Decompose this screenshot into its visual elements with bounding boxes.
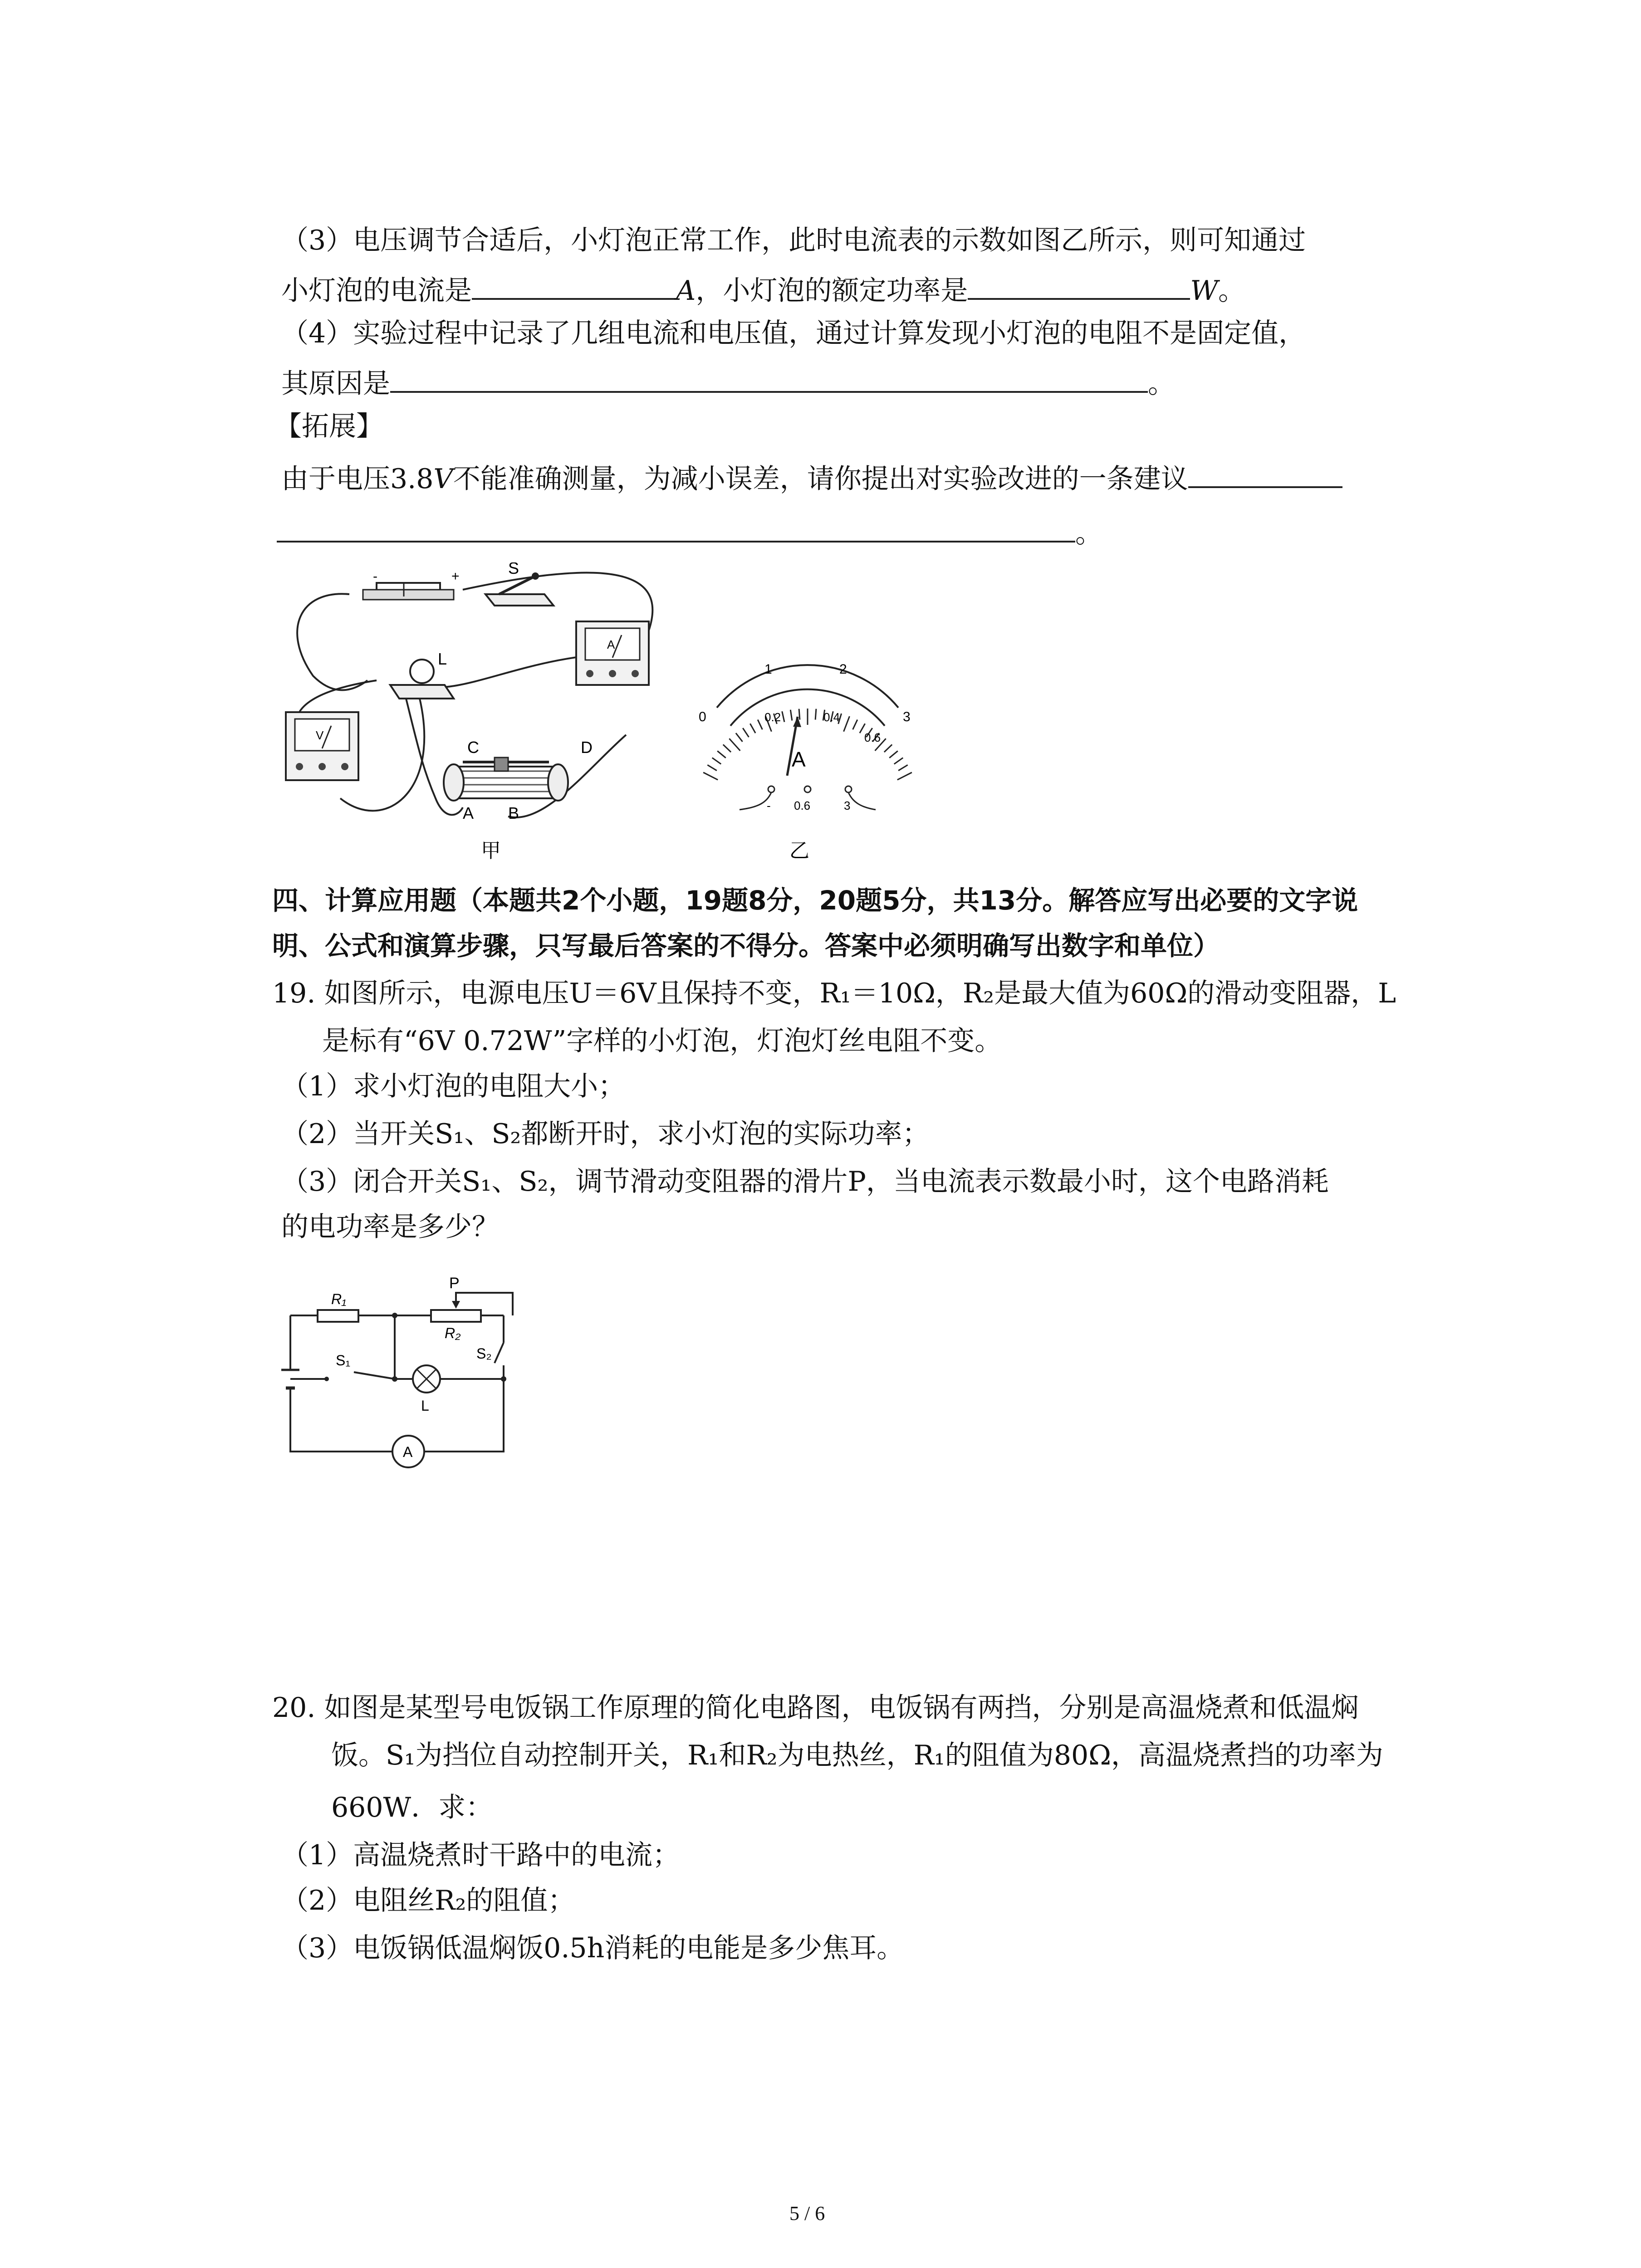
rheostat-R2-icon bbox=[431, 1310, 481, 1322]
dial-tick-mark bbox=[884, 744, 892, 752]
rheostat-D-label: D bbox=[581, 738, 593, 757]
dial-tick-mark bbox=[723, 744, 731, 752]
page-number: 5 / 6 bbox=[789, 2202, 825, 2224]
dial-tick-mark bbox=[736, 733, 743, 742]
resistor-R1-icon bbox=[318, 1310, 358, 1322]
dial-tick-mark bbox=[815, 709, 816, 720]
terminal-3: 3 bbox=[844, 799, 851, 812]
label-S1: S₁ bbox=[336, 1352, 351, 1369]
voltmeter-icon bbox=[286, 712, 358, 780]
dial-tick-mark bbox=[799, 709, 800, 720]
figure-yi-ammeter-dial bbox=[681, 653, 935, 862]
switch-label: S bbox=[508, 562, 519, 577]
label-P: P bbox=[449, 1275, 460, 1292]
lamp-label: L bbox=[438, 650, 447, 668]
dial-tick-mark bbox=[758, 720, 762, 730]
q19-sub3-line2: 的电功率是多少？ bbox=[281, 1211, 499, 1243]
q18-part3-line2: 小灯泡的电流是 A，小灯泡的额定功率是 W。 bbox=[281, 270, 1245, 309]
dial-tick-mark bbox=[898, 765, 908, 770]
dial-tick-mark bbox=[897, 772, 912, 780]
dial-tick-0: 0 bbox=[699, 709, 706, 724]
rheostat-C-label: C bbox=[467, 738, 479, 757]
label-R1: R₁ bbox=[331, 1291, 347, 1307]
ammeter-label: A bbox=[607, 638, 615, 651]
q20-line2: 饭。S₁为挡位自动控制开关，R₁和R₂为电热丝，R₁的阻值为80Ω，高温烧煮挡的功率为 bbox=[331, 1740, 1383, 1771]
extension-line2: 。 bbox=[277, 513, 1102, 552]
dial-tick-mark bbox=[894, 758, 903, 764]
q19-sub1: （1）求小灯泡的电阻大小； bbox=[281, 1070, 626, 1102]
rheostat-A-label: A bbox=[463, 804, 474, 822]
q20-line1: 20. 如图是某型号电饭锅工作原理的简化电路图，电饭锅有两挡，分别是高温烧煮和低温焖 bbox=[272, 1692, 1359, 1724]
dial-tick-mark bbox=[717, 751, 725, 758]
extension-line1: 由于电压3.8V不能准确测量，为减小误差，请你提出对实验改进的一条建议 bbox=[281, 458, 1342, 497]
dial-tick-mark bbox=[743, 728, 749, 737]
dial-tick-1: 1 bbox=[764, 662, 772, 677]
battery-plus-label: + bbox=[451, 569, 460, 584]
section-heading-line2: 明、公式和演算步骤，只写最后答案的不得分。答案中必须明确写出数字和单位） bbox=[272, 930, 1220, 961]
dial-unit: A bbox=[792, 748, 806, 771]
dial-tick-0.2: 0.2 bbox=[764, 710, 781, 724]
answer-blank-current[interactable] bbox=[472, 270, 676, 300]
dial-tick-mark bbox=[853, 720, 857, 730]
battery-icon bbox=[363, 583, 454, 600]
lamp-L-icon bbox=[413, 1365, 440, 1393]
answer-blank-reason[interactable] bbox=[390, 363, 1148, 393]
label-R2: R₂ bbox=[445, 1325, 461, 1341]
rheostat-icon[interactable] bbox=[444, 758, 568, 801]
dial-tick-mark bbox=[790, 710, 792, 721]
answer-blank-power[interactable] bbox=[968, 270, 1190, 300]
terminal-minus: - bbox=[767, 799, 771, 812]
switch-icon[interactable] bbox=[485, 572, 554, 606]
q18-part3-line1: （3）电压调节合适后，小灯泡正常工作，此时电流表的示数如图乙所示，则可知通过 bbox=[281, 225, 1306, 256]
q19-sub2: （2）当开关S₁、S₂都断开时，求小灯泡的实际功率； bbox=[281, 1118, 930, 1150]
dial-tick-mark bbox=[844, 716, 850, 732]
dial-tick-mark bbox=[729, 738, 740, 751]
extension-title: 【拓展】 bbox=[274, 411, 383, 442]
q18-part4-line1: （4）实验过程中记录了几组电流和电压值，通过计算发现小灯泡的电阻不是固定值， bbox=[281, 318, 1306, 349]
label-L: L bbox=[421, 1398, 429, 1414]
figure-jia-caption: 甲 bbox=[481, 840, 501, 862]
dial-tick-mark bbox=[889, 751, 897, 758]
q20-line3: 660W．求： bbox=[331, 1792, 493, 1823]
label-A: A bbox=[403, 1444, 413, 1460]
q20-sub1: （1）高温烧煮时干路中的电流； bbox=[281, 1839, 680, 1871]
q19-line2: 是标有“6V 0.72W”字样的小灯泡，灯泡灯丝电阻不变。 bbox=[322, 1025, 1002, 1057]
answer-blank-suggestion-a[interactable] bbox=[1188, 458, 1342, 488]
q18-part4-line2: 其原因是 。 bbox=[281, 363, 1175, 402]
dial-tick-0.6: 0.6 bbox=[864, 731, 881, 744]
dial-tick-mark bbox=[703, 772, 718, 780]
dial-tick-0.4: 0.4 bbox=[823, 710, 840, 724]
label-S2: S₂ bbox=[476, 1345, 492, 1362]
q20-sub3: （3）电饭锅低温焖饭0.5h消耗的电能是多少焦耳。 bbox=[281, 1932, 904, 1964]
dial-tick-mark bbox=[712, 758, 721, 764]
ammeter-icon bbox=[576, 621, 649, 685]
section-heading-line1: 四、计算应用题（本题共2个小题，19题8分，20题5分，共13分。解答应写出必要的文字说 bbox=[272, 885, 1358, 916]
dial-tick-mark bbox=[782, 711, 784, 722]
dial-tick-3: 3 bbox=[903, 709, 911, 724]
q20-sub2: （2）电阻丝R₂的阻值； bbox=[281, 1885, 575, 1916]
figure-jia-circuit bbox=[272, 562, 681, 862]
battery-minus-label: - bbox=[373, 569, 377, 584]
q19-line1: 19. 如图所示，电源电压U＝6V且保持不变，R₁＝10Ω，R₂是最大值为60Ω的滑动变阻器，L bbox=[272, 978, 1396, 1009]
dial-tick-2: 2 bbox=[839, 662, 847, 677]
q19-circuit-diagram bbox=[272, 1275, 526, 1483]
voltmeter-label: V bbox=[316, 728, 324, 742]
rheostat-B-label: B bbox=[508, 804, 519, 822]
q19-sub3-line1: （3）闭合开关S₁、S₂，调节滑动变阻器的滑片P，当电流表示数最小时，这个电路消耗 bbox=[281, 1166, 1329, 1198]
answer-blank-suggestion-b[interactable] bbox=[277, 513, 1075, 543]
terminal-0.6: 0.6 bbox=[794, 799, 811, 812]
figure-yi-caption: 乙 bbox=[789, 840, 809, 862]
dial-tick-mark bbox=[750, 723, 755, 733]
dial-tick-mark bbox=[707, 765, 717, 770]
